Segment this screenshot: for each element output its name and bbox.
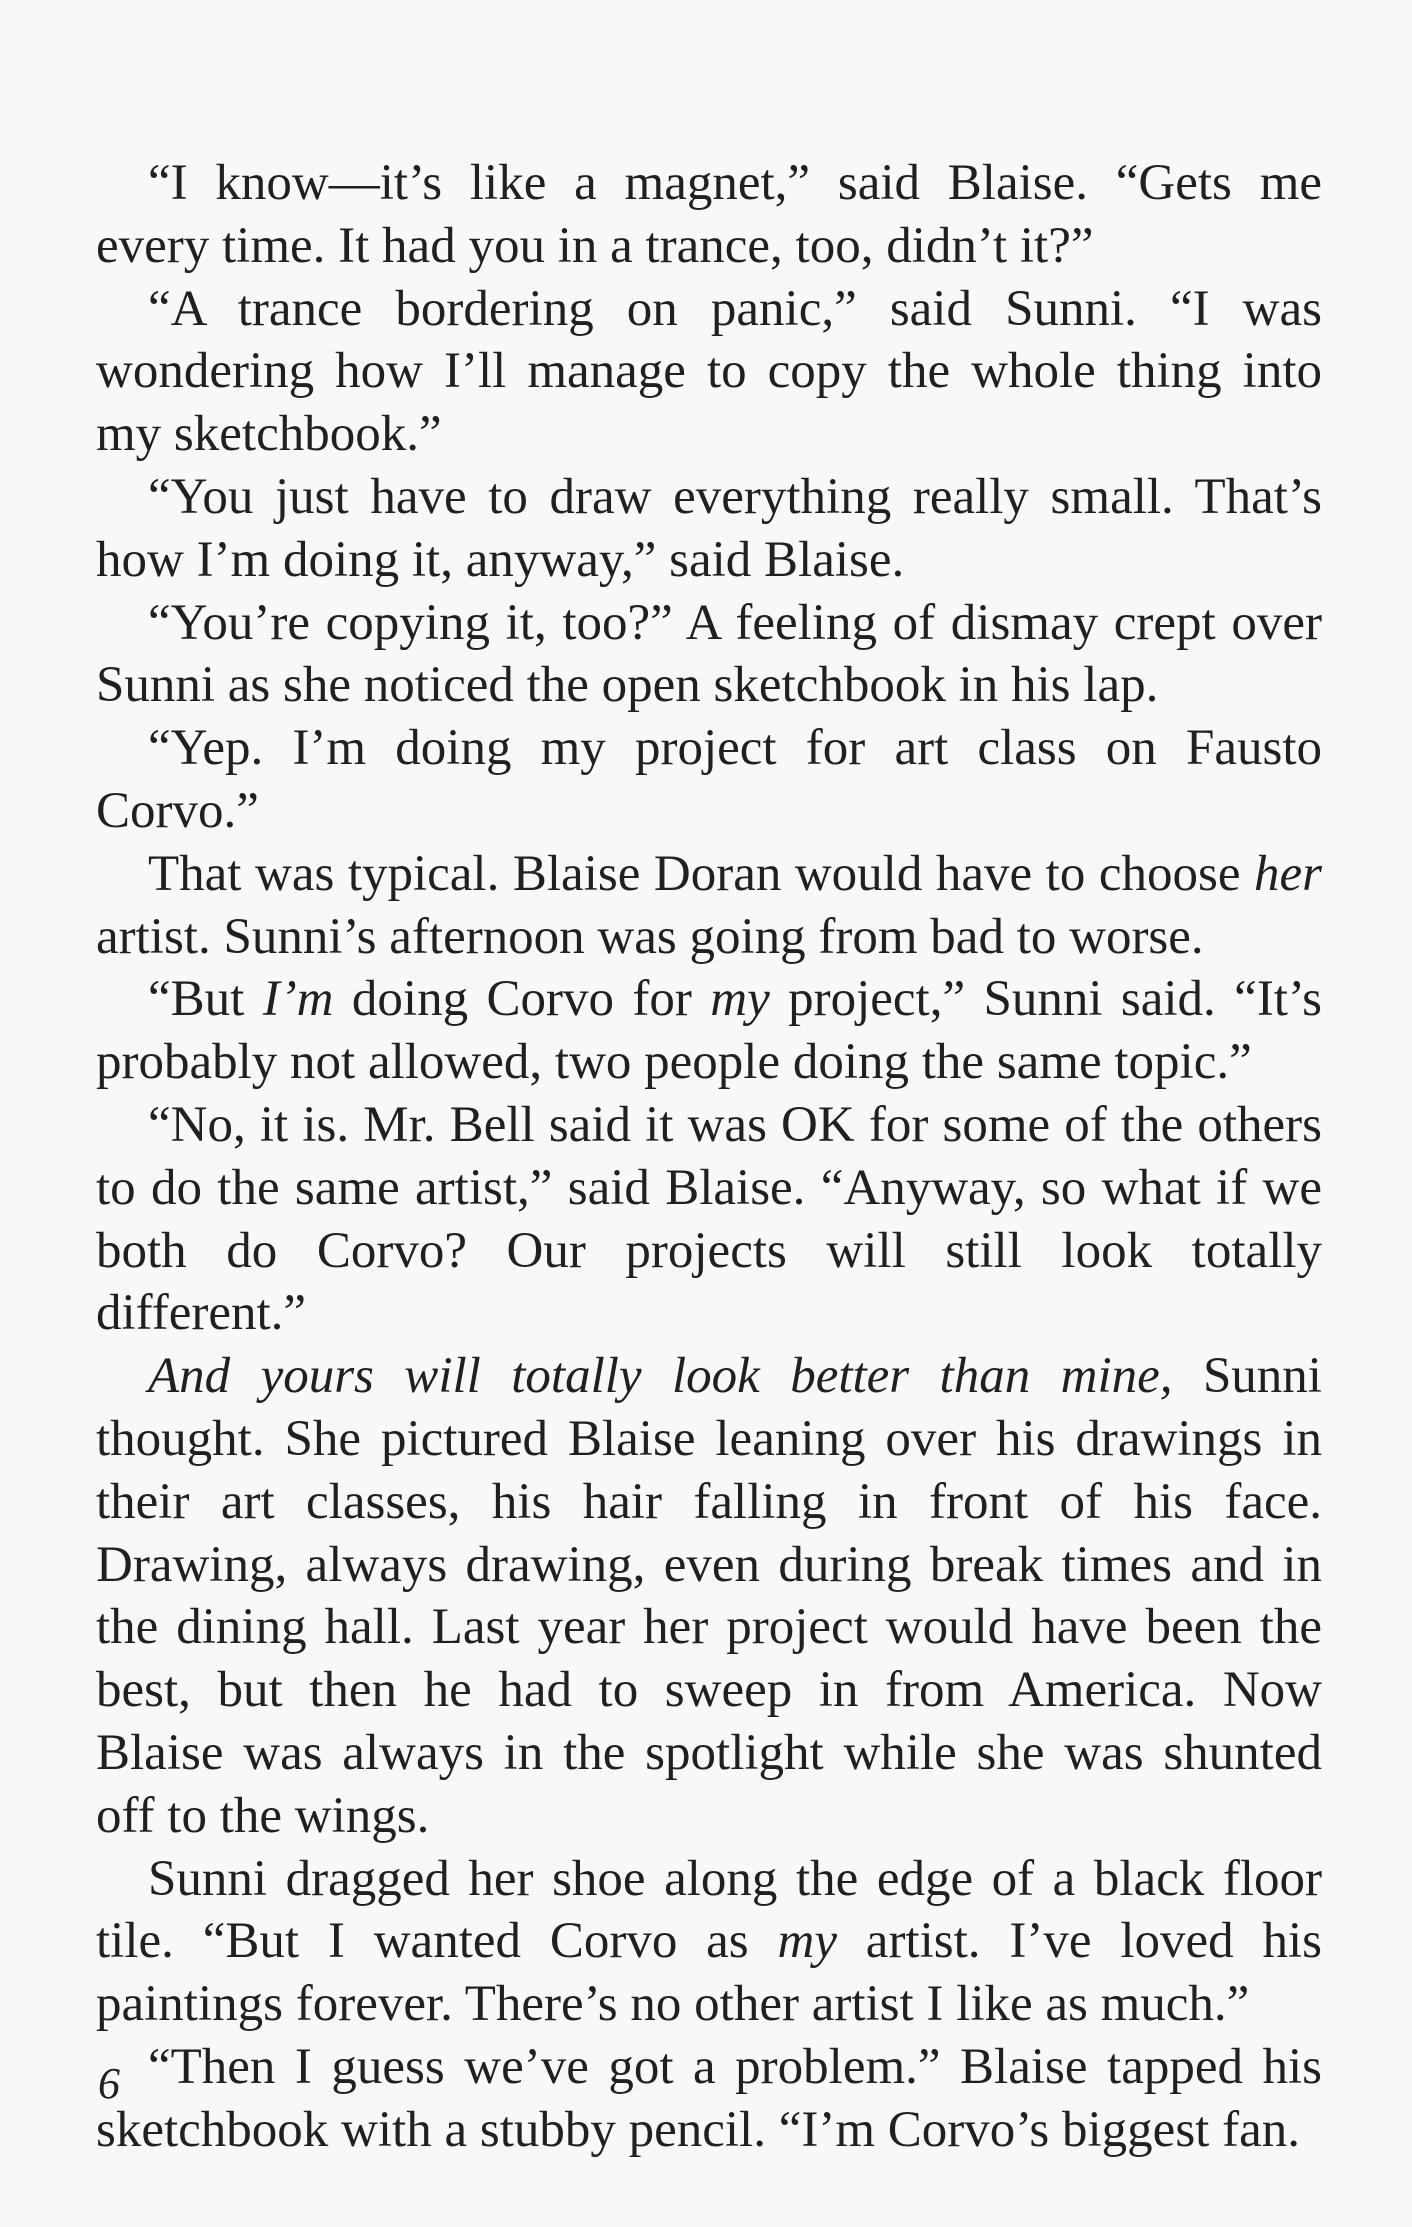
italic-text-run: And yours will totally look better than mine, bbox=[148, 1348, 1173, 1405]
paragraph bbox=[96, 843, 1322, 969]
text-run: Sunni dragged her shoe along the edge of a black floor tile. “But I wanted Corvo as bbox=[96, 1850, 1322, 1970]
text-run: artist. I’ve loved his paintings forever. There’s no other artist I like as much.” bbox=[96, 1913, 1322, 2033]
italic-text-run: her bbox=[1254, 845, 1322, 902]
text-run: artist. Sunni’s afternoon was going from bad to worse. bbox=[96, 908, 1204, 965]
text-run: “Yep. I’m doing my project for art class on Fausto Corvo.” bbox=[96, 720, 1322, 839]
text-run: That was typical. Blaise Doran would have to choose bbox=[148, 845, 1255, 902]
paragraph bbox=[96, 968, 1322, 1094]
text-run: doing Corvo for bbox=[333, 971, 711, 1028]
paragraph bbox=[96, 1094, 1322, 1345]
text-run: “You’re copying it, too?” A feeling of dismay crept over Sunni as she noticed the open sketchbook in his lap. bbox=[96, 594, 1322, 714]
text-run: Sunni thought. She pictured Blaise leaning over his drawings in their art classes, his hair falling in front of his face. Drawing, always drawing, even during break times and in the dining hall. Last year her project would have been the best, but then he had to sweep in from America. Now Blaise was always in the spotlight while she was shunted off to the wings. bbox=[96, 1348, 1322, 1844]
page-number: 6 bbox=[98, 2059, 120, 2108]
paragraph bbox=[96, 1345, 1322, 1847]
paragraph bbox=[96, 152, 1322, 278]
italic-text-run: my bbox=[710, 971, 770, 1028]
paragraph bbox=[96, 1848, 1322, 2036]
text-run: project,” Sunni said. “It’s probably not allowed, two people doing the same topic.” bbox=[96, 971, 1322, 1091]
text-run: “A trance bordering on panic,” said Sunni. “I was wondering how I’ll manage to copy the whole thing into my sketchbook.” bbox=[96, 280, 1322, 463]
paragraph bbox=[96, 278, 1322, 466]
italic-text-run: my bbox=[777, 1913, 837, 1970]
italic-text-run: I’m bbox=[262, 971, 334, 1028]
body-text bbox=[96, 152, 1322, 2162]
paragraph bbox=[96, 592, 1322, 718]
text-run: “No, it is. Mr. Bell said it was OK for some of the others to do the same artist,” said Blaise. “Anyway, so what if we both do Corvo? Our projects will still look totally different.” bbox=[96, 1096, 1322, 1342]
paragraph bbox=[96, 2036, 1322, 2162]
text-run: “You just have to draw everything really small. That’s how I’m doing it, anyway,” said Blaise. bbox=[96, 468, 1322, 588]
text-run: “Then I guess we’ve got a problem.” Blaise tapped his sketchbook with a stubby pencil. “I’m Corvo’s biggest fan. bbox=[96, 2038, 1322, 2158]
text-run: “I know—it’s like a magnet,” said Blaise. “Gets me every time. It had you in a trance, too, didn’t it?” bbox=[96, 155, 1322, 274]
text-run: “But bbox=[148, 971, 263, 1028]
paragraph bbox=[96, 717, 1322, 843]
paragraph bbox=[96, 466, 1322, 592]
